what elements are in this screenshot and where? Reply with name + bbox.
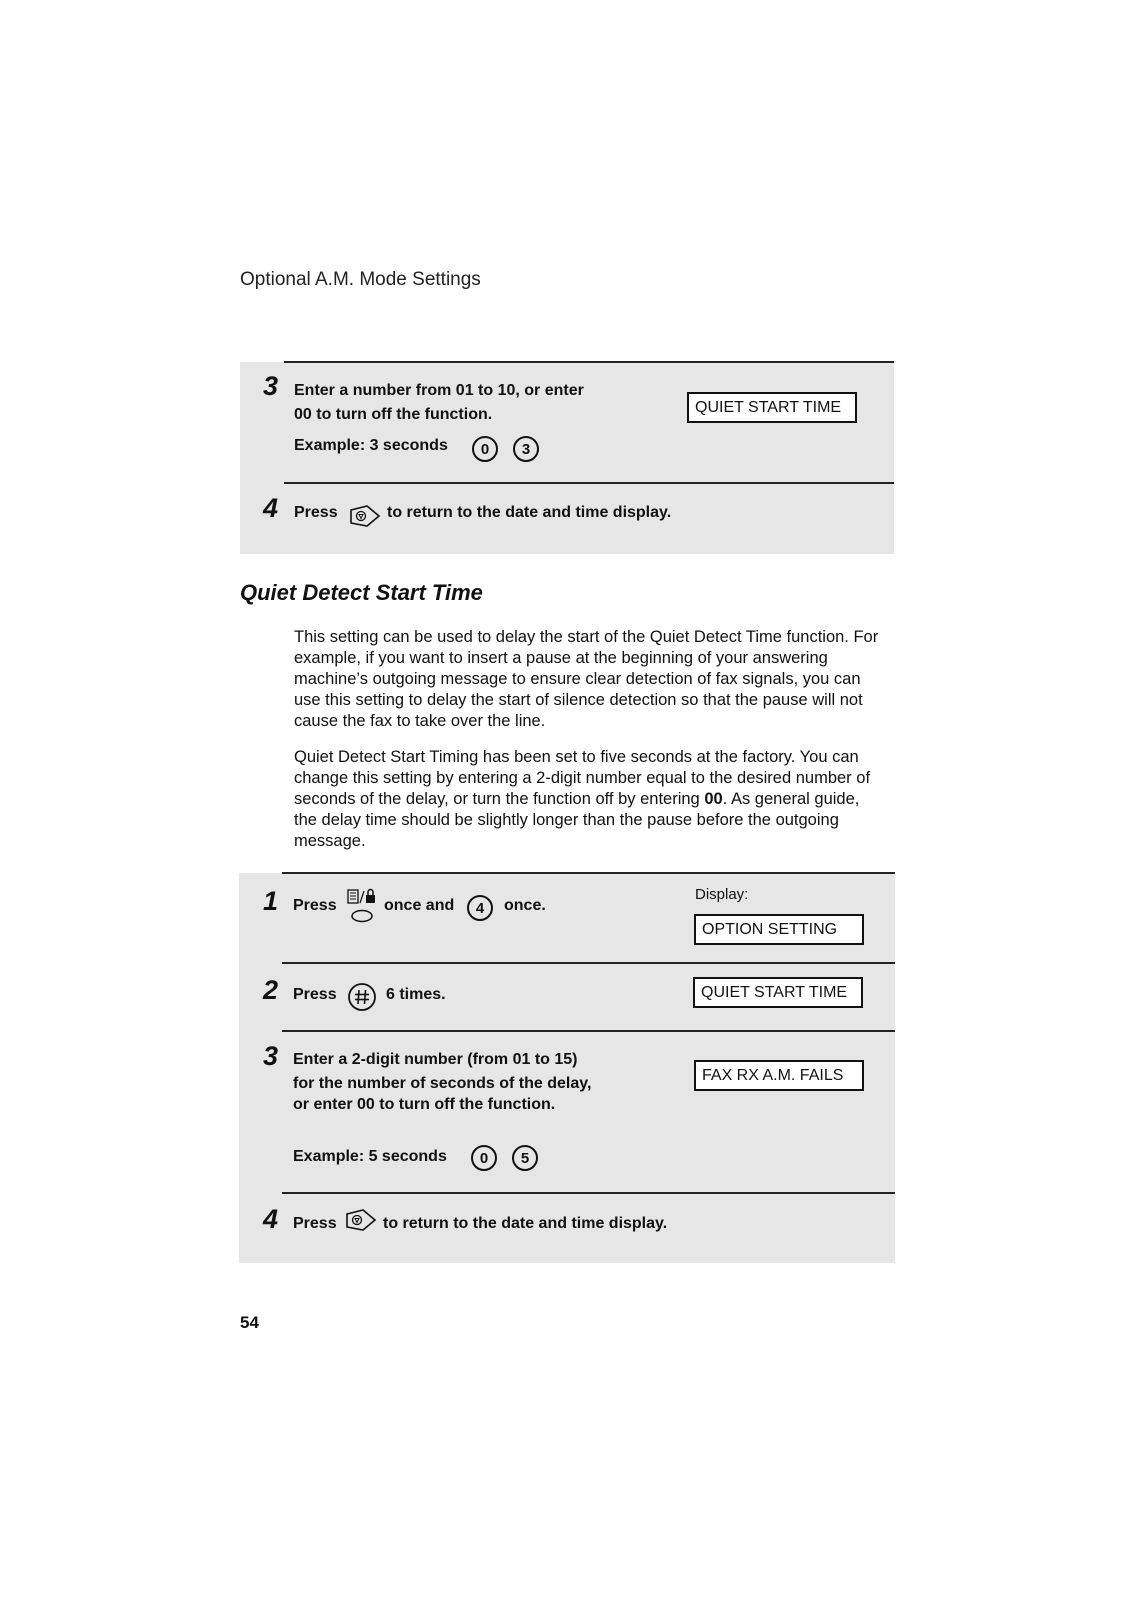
lcd-display: OPTION SETTING — [694, 914, 864, 945]
divider — [284, 482, 894, 484]
hash-key-icon — [347, 982, 377, 1017]
step-text: once. — [504, 897, 546, 914]
step-text: Press — [294, 504, 338, 521]
key-0: 0 — [471, 1145, 497, 1171]
display-label: Display: — [695, 886, 749, 903]
paragraph: This setting can be used to delay the start of the Quiet Detect Time function. For example, if you want to insert a pause at the beginning of your answering machine’s outgoing message to ensure clear detection of fax signals, you can use this setting to delay the start of silence detection so that the pause will not cause the fax to take over the line. — [294, 628, 879, 730]
example-label: Example: 5 seconds — [293, 1148, 447, 1165]
lcd-display: QUIET START TIME — [687, 392, 857, 423]
divider — [282, 962, 895, 964]
lcd-display: QUIET START TIME — [693, 977, 863, 1008]
divider — [282, 872, 895, 874]
step-text: Press — [293, 1215, 337, 1232]
key-4: 4 — [467, 895, 493, 921]
running-header: Optional A.M. Mode Settings — [240, 269, 481, 290]
key-0: 0 — [472, 436, 498, 462]
step-text: 00 to turn off the function. — [294, 406, 493, 423]
stop-key-icon — [345, 1208, 377, 1237]
example-label: Example: 3 seconds — [294, 437, 448, 454]
key-5: 5 — [512, 1145, 538, 1171]
step-text: Press — [293, 897, 337, 914]
step-text: to return to the date and time display. — [383, 1215, 668, 1232]
divider — [282, 1192, 895, 1194]
step-text: to return to the date and time display. — [387, 504, 672, 521]
divider — [282, 1030, 895, 1032]
step-number: 2 — [263, 975, 279, 1005]
step-text: for the number of seconds of the delay, — [293, 1075, 592, 1092]
stop-key-icon — [349, 504, 381, 533]
divider — [284, 361, 894, 363]
step-number: 1 — [263, 886, 279, 916]
function-key-icon — [345, 888, 381, 929]
paragraph-text: . As general guide, the delay time should be slightly longer than the pause before the outgoing message. — [294, 790, 860, 850]
step-number: 4 — [263, 1204, 279, 1234]
step-text: 6 times. — [386, 986, 446, 1003]
step-number: 3 — [263, 1041, 279, 1071]
section-title: Quiet Detect Start Time — [240, 580, 483, 605]
step-text: Press — [293, 986, 337, 1003]
paragraph-text: Quiet Detect Start Timing has been set to five seconds at the factory. You can change this setting by entering a 2-digit number equal to the desired number of seconds of the delay, or turn the function off by entering — [294, 748, 871, 808]
lcd-display: FAX RX A.M. FAILS — [694, 1060, 864, 1091]
step-text: Enter a number from 01 to 10, or enter — [294, 382, 584, 399]
step-number: 3 — [263, 371, 279, 401]
step-number: 4 — [263, 493, 279, 523]
paragraph-bold: 00 — [704, 790, 723, 808]
step-text: Enter a 2-digit number (from 01 to 15) — [293, 1051, 578, 1068]
page-number: 54 — [240, 1313, 259, 1332]
step-text: once and — [384, 897, 455, 914]
paragraph — [294, 747, 879, 852]
step-text: or enter 00 to turn off the function. — [293, 1096, 556, 1113]
key-3: 3 — [513, 436, 539, 462]
